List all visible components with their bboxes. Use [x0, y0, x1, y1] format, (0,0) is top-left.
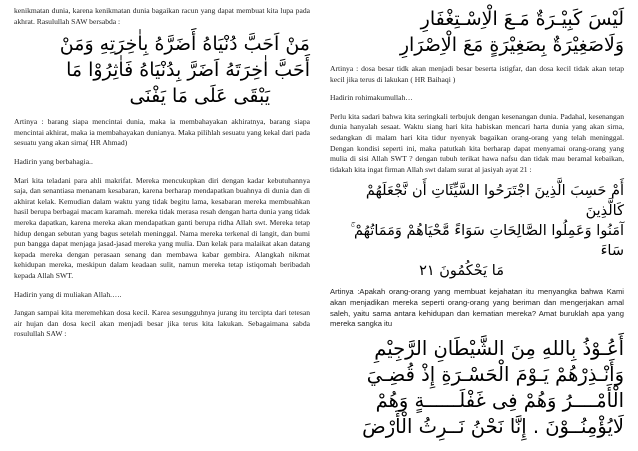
body-paragraph: Mari kita teladani para ahli makrifat. Mereka mencukupkan diri dengan kadar kebutuhannya saja, dan senantiasa menanam kesabaran, karena berharap mendapatkan buahnya di dunia dan di akhirat kelak. Kemudian dalam waktu yang tidak begitu lama, kesabaran mereka membuahkan hasil berupa berbagai macam karamah. mereka tidak merasa resah dengan harta dunia yang tidak mereka dapatkan, karena mereka akan mendapatkan ganti berupa ridha Allah swt. Mereka tetap hidup dengan sebutan yang bagus setelah meninggal. Nama mereka terkenal di langit, dan bumi pun bangga dapat menjaga jasad-jasad mereka yang mulia. Dan kelak para malaikat akan datang kepada mereka dengan perasaan senang dan membawa kabar gembira. Alangkah nikmat kehidupan mereka, meskipun dalam keadaan sulit, namun mereka tetap istiqomah beribadah kepada Allah SWT. [14, 175, 310, 280]
verse-translation: Artinya :Apakah orang-orang yang membuat kejahatan itu menyangka bahwa Kami akan menjadikan mereka seperti orang-orang yang beriman dan mengerjakan amal saleh, yaitu sama antara kehidupan dan kematian mereka? Amat buruklah apa yang mereka sangka itu [330, 287, 624, 329]
arabic-bottom-line-2: وَأَنْـذِرْهُمْ يَـوْمَ الْحَسْـرَةِ إِذْ قُضِـيَ [366, 362, 624, 386]
arabic-top-line-1: لَيْسَ كَبِيْـرَةٌ مَـعَ الْاِسْـتِغْفَارِ [420, 8, 624, 30]
arabic-bottom-line-3: الْأَمْــــرُ وَهُمْ فِى غَفْلَــــــةٍ وَهُمْ [375, 388, 624, 412]
arabic-bottom-line-1: أَعُـوْذُ بِاللهِ مِنَ الشَّيْطَانِ الرَّجِيْمِ [374, 336, 624, 360]
verse-arabic-text: مَا يَحْكُمُونَ [439, 263, 504, 280]
hadith-translation: Artinya : barang siapa mencintai dunia, maka ia membahayakan akhiratnya, barang siapa mencintai akhirat, maka ia membahayakan dunianya. Maka pilihlah sesuatu yang kekal dari pada sesuatu yang akan sirna( HR Ahmad) [14, 117, 310, 148]
closing-paragraph: Jangan sampai kita meremehkan dosa kecil. Karea sesungguhnya jurang itu tercipta dari tetesan air hujan dan dosa kecil akan menjadi besar jika terus kita lakukan. Sebagaimana sabda rosulullah SAW : [14, 308, 310, 339]
arabic-top [330, 6, 624, 58]
greeting-paragraph-2: Hadirin yang di muliakan Allah.…. [14, 289, 122, 299]
arabic-bottom-line-4: لَايُؤْمِنُــوْنَ . إِنَّا نَحْنُ نَــرِثُ الْأَرْضَ [362, 414, 624, 438]
translation-top: Artinya : dosa besar tidk akan menjadi besar beserta istigfar, dan dosa kecil tidak akan tetap kecil jika terus di lakukan ( HR Baihaqi ) [330, 64, 624, 84]
verse-number: ٢١ [419, 263, 435, 280]
hadith-arabic-line-3: يَبْقَى عَلَى مَا يَفْنَى [129, 85, 270, 108]
arabic-bottom [330, 336, 624, 440]
verse-arabic [330, 181, 624, 281]
right-column [330, 0, 624, 440]
verse-arabic-line-3 [330, 261, 624, 281]
verse-arabic-line-2: آمَنُوا وَعَمِلُوا الصَّالِحَاتِ سَوَاءً مَّحْيَاهُمْ وَمَمَاتُهُمْ ۚ سَاءَ [350, 223, 624, 260]
hadith-arabic-line-1: مَنْ اَحَبَّ دُنْيَاهُ أَضَرَّهُ بِاٰخِرَتِهِ وَمَنْ [59, 33, 310, 56]
verse-arabic-line-1: أَمْ حَسِبَ الَّذِينَ اجْتَرَحُوا السَّيِّئَاتِ أَن نَّجْعَلَهُمْ كَالَّذِينَ [365, 183, 624, 220]
intro-paragraph: kenikmatan dunia, karena kenikmatan dunia bagaikan racun yang dapat membuat kita lupa pada akhrat. Rasulullah SAW bersabda : [14, 6, 310, 26]
body-paragraph-right: Perlu kita sadari bahwa kita seringkali terbujuk dengan kesenangan dunia. Padahal, kesenangan dunia hanyalah sesaat. Waktu siang hari kita habiskan mencari harta dunia yang akan sirna, sedangkan di malam hari kita tidur nyenyak bagaikan orang-orang yang telah meninggal. Dengan kondisi seperti ini, maka patutkah kita berharap dapat menyamai orang-orang yang mulia di sisi Allah SWT ? dengan tubuh terikat hawa nafsu dan tidak mau beramal kebaikan, tidakah kita ingat firman Allah swt dalam surat al jasiyah ayat 21 : [330, 111, 624, 174]
arabic-top-line-2: وَلَاصَغِيْرَةٌ بِصَغِيْرَةٍ مَعَ الْاِصْرَارِ [399, 34, 624, 56]
hadith-arabic [14, 31, 310, 109]
left-column [14, 0, 310, 340]
hadith-arabic-line-2: أَحَبَّ اٰخِرَتَهُ اَضَرَّ بِدُنْيَاهُ فَاٰثِرُوْا مَا [66, 59, 310, 82]
greeting-paragraph-right: Hadirin rohimakumullah… [330, 93, 413, 103]
greeting-paragraph: Hadirin yang berbahagia.. [14, 156, 93, 166]
